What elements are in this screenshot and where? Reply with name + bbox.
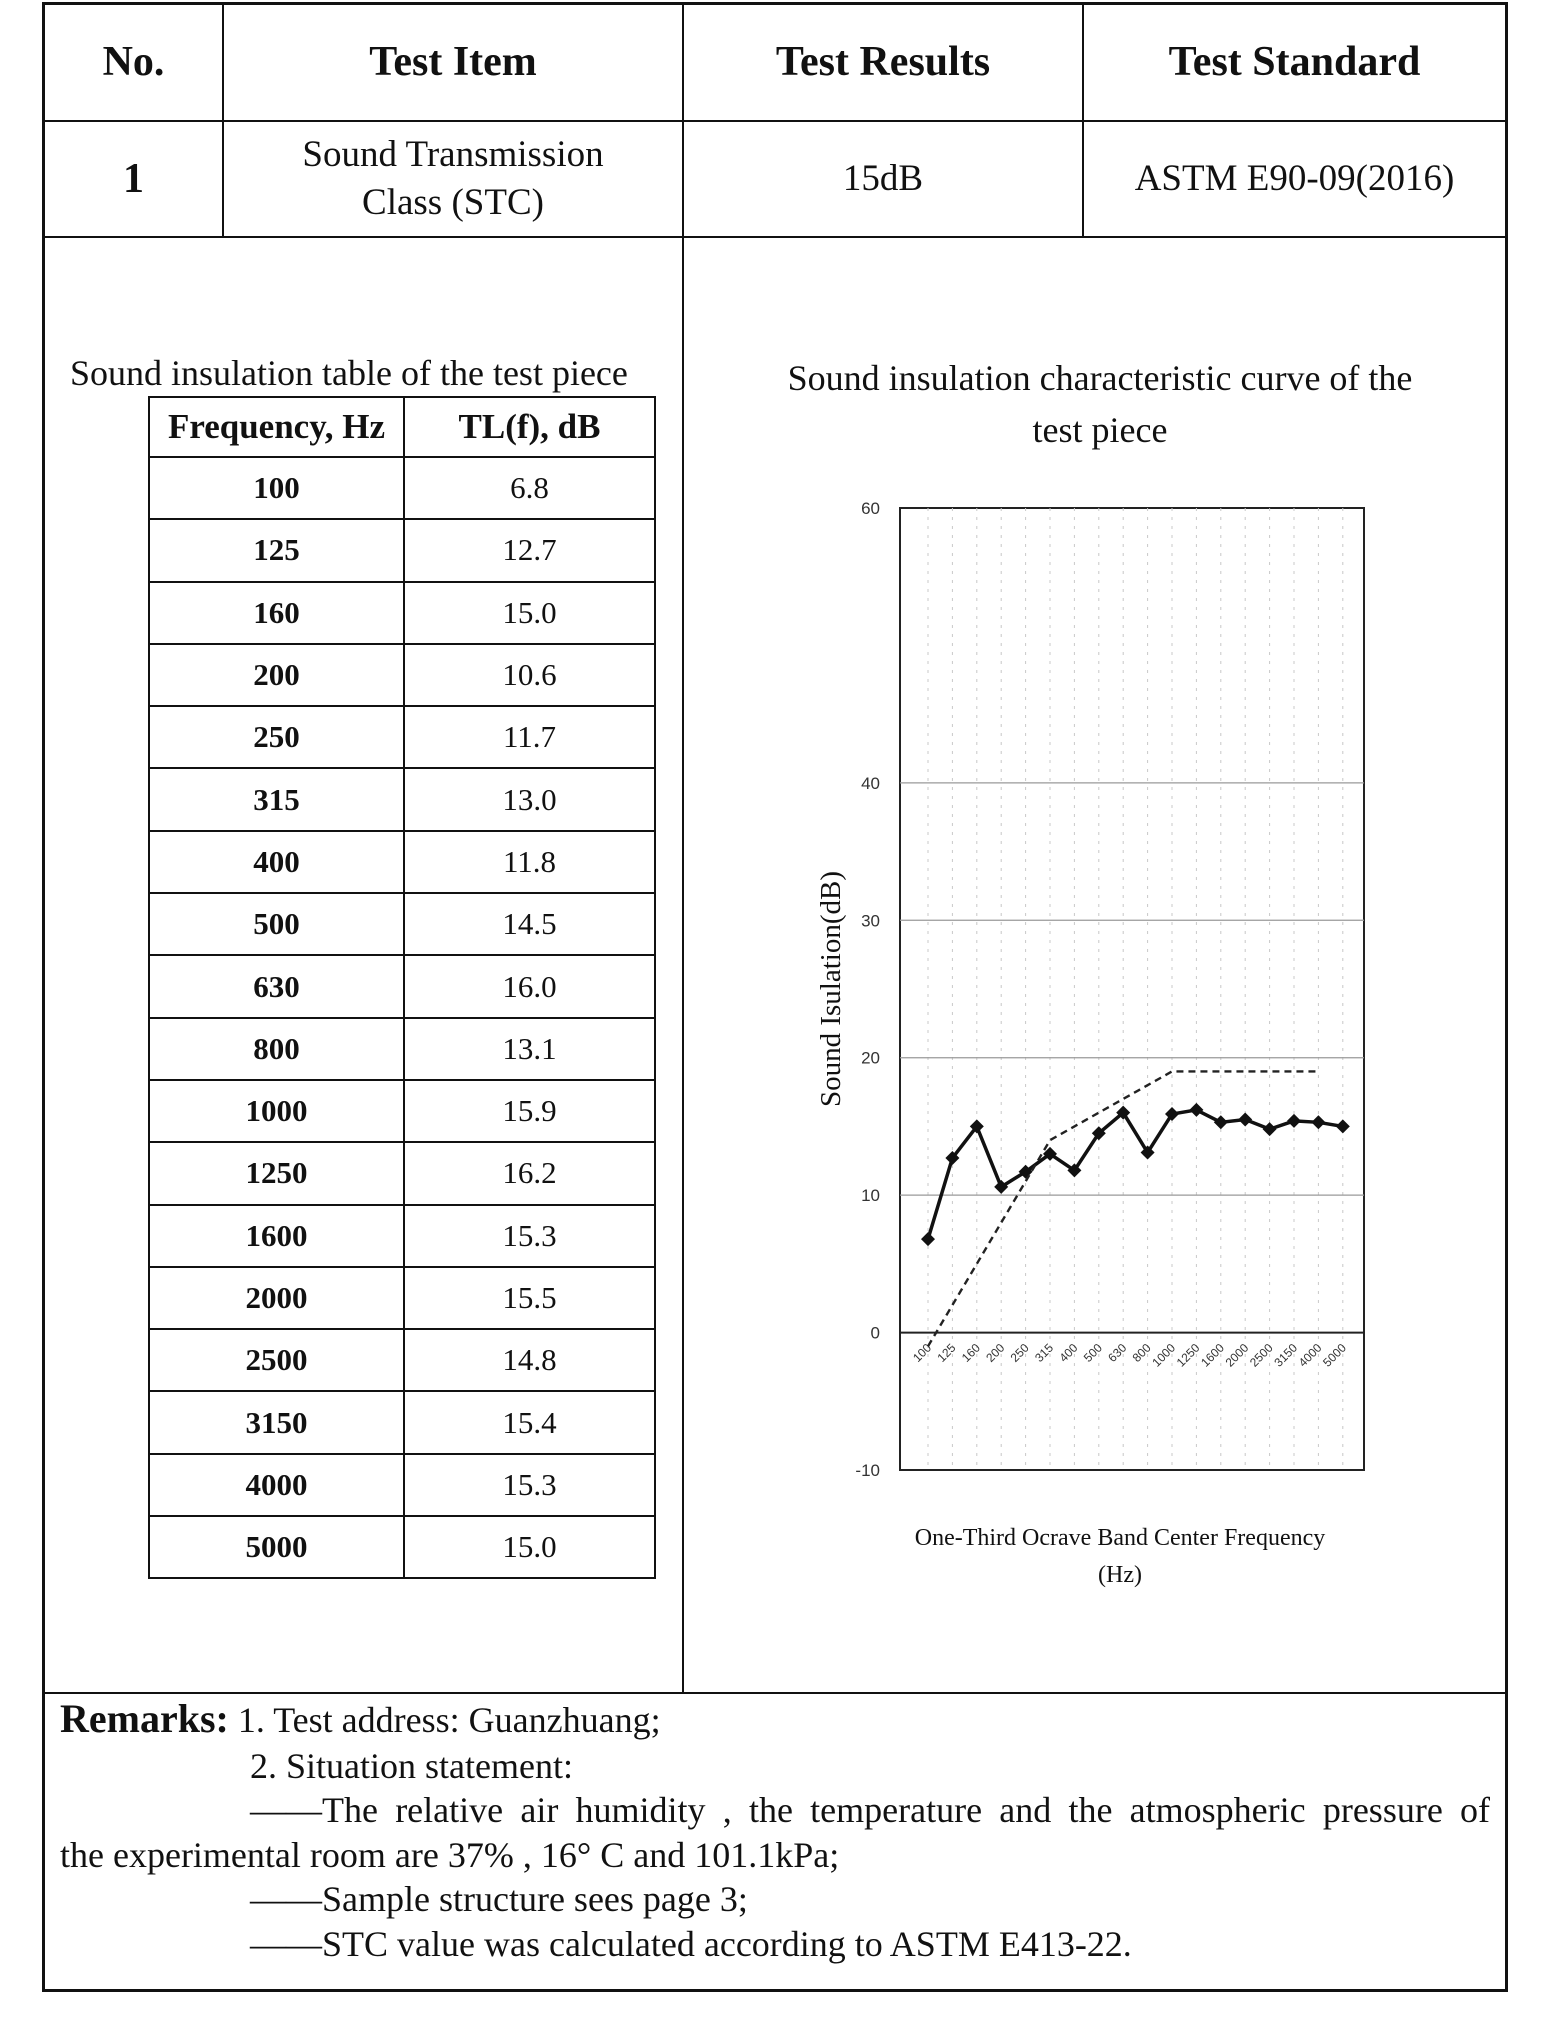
col-frequency: Frequency, Hz — [149, 397, 404, 457]
row-test-item: Sound Transmission Class (STC) — [302, 133, 604, 223]
table-row — [149, 1329, 655, 1391]
x-tick-label: 1000 — [1149, 1340, 1179, 1370]
table-row — [149, 582, 655, 644]
header-test-standard: Test Standard — [1168, 39, 1421, 85]
x-tick-label: 400 — [1056, 1340, 1081, 1365]
y-tick-label: -10 — [855, 1461, 880, 1480]
remarks-line-2: 2. Situation statement: — [250, 1745, 573, 1786]
tl-cell: 16.2 — [404, 1142, 655, 1204]
x-tick-label: 2000 — [1222, 1340, 1252, 1370]
tl-cell: 6.8 — [404, 457, 655, 519]
frequency-cell: 315 — [149, 768, 404, 830]
frequency-cell: 125 — [149, 519, 404, 581]
frequency-cell: 2000 — [149, 1267, 404, 1329]
insulation-table-title: Sound insulation table of the test piece — [70, 353, 628, 393]
frequency-cell: 5000 — [149, 1516, 404, 1578]
table-row — [149, 768, 655, 830]
tl-cell: 11.8 — [404, 831, 655, 893]
table-row — [149, 1516, 655, 1578]
col-tl: TL(f), dB — [404, 397, 655, 457]
frequency-cell: 500 — [149, 893, 404, 955]
data-point — [1189, 1103, 1203, 1117]
data-point — [1287, 1114, 1301, 1128]
data-point — [1311, 1115, 1325, 1129]
tl-cell: 11.7 — [404, 706, 655, 768]
y-tick-label: 0 — [870, 1323, 880, 1343]
data-point — [1214, 1115, 1228, 1129]
y-tick-label: 60 — [861, 499, 880, 518]
table-row — [149, 1267, 655, 1329]
remarks-label: Remarks: — [60, 1696, 229, 1741]
table-row — [149, 1142, 655, 1204]
x-axis-label: One-Third Ocrave Band Center Frequency (Hz) — [914, 1525, 1326, 1589]
table-row — [149, 1080, 655, 1142]
x-tick-label: 1600 — [1198, 1340, 1227, 1370]
frequency-cell: 250 — [149, 706, 404, 768]
x-tick-label: 100 — [910, 1340, 935, 1365]
x-tick-label: 315 — [1032, 1340, 1057, 1365]
remarks-line-3b: the experimental room are 37% , 16° C and 101.1kPa; — [60, 1834, 840, 1875]
tl-cell: 14.8 — [404, 1329, 655, 1391]
tl-cell: 15.4 — [404, 1391, 655, 1453]
frequency-cell: 1600 — [149, 1205, 404, 1267]
table-row — [149, 955, 655, 1017]
table-row — [149, 1454, 655, 1516]
x-tick-label: 2500 — [1246, 1340, 1276, 1370]
tl-cell: 15.0 — [404, 1516, 655, 1578]
frequency-cell: 3150 — [149, 1391, 404, 1453]
row-test-result: 15dB — [842, 157, 924, 199]
table-row — [149, 893, 655, 955]
tl-cell: 10.6 — [404, 644, 655, 706]
table-row — [149, 644, 655, 706]
col-divider-2 — [682, 2, 684, 1694]
tl-cell: 15.5 — [404, 1267, 655, 1329]
tl-cell: 15.3 — [404, 1205, 655, 1267]
table-row — [149, 831, 655, 893]
frequency-cell: 800 — [149, 1018, 404, 1080]
frequency-cell: 400 — [149, 831, 404, 893]
frequency-cell: 160 — [149, 582, 404, 644]
table-row — [149, 519, 655, 581]
table-row — [149, 1018, 655, 1080]
row-test-standard: ASTM E90-09(2016) — [1134, 157, 1455, 199]
y-tick-label: 30 — [861, 911, 880, 931]
tl-cell: 12.7 — [404, 519, 655, 581]
table-row — [149, 1205, 655, 1267]
x-tick-label: 5000 — [1320, 1340, 1349, 1370]
measured-curve-line — [928, 1110, 1343, 1239]
tl-cell: 15.3 — [404, 1454, 655, 1516]
frequency-cell: 4000 — [149, 1454, 404, 1516]
tl-cell: 13.0 — [404, 768, 655, 830]
table-row — [149, 1391, 655, 1453]
frequency-cell: 200 — [149, 644, 404, 706]
y-axis-label: Sound Isulation(dB) — [815, 870, 847, 1108]
data-point — [1238, 1113, 1252, 1127]
insulation-chart — [800, 490, 1400, 1610]
x-tick-label: 800 — [1129, 1340, 1154, 1365]
x-tick-label: 160 — [958, 1340, 983, 1365]
header-no: No. — [102, 39, 165, 85]
remarks-line-5: ——STC value was calculated according to ASTM E413-22. — [250, 1924, 1132, 1965]
frequency-cell: 1000 — [149, 1080, 404, 1142]
tl-cell: 13.1 — [404, 1018, 655, 1080]
y-tick-label: 10 — [861, 1186, 880, 1206]
tl-cell: 15.9 — [404, 1080, 655, 1142]
x-tick-label: 200 — [983, 1340, 1008, 1365]
frequency-cell: 630 — [149, 955, 404, 1017]
x-tick-label: 3150 — [1271, 1340, 1301, 1370]
x-tick-label: 500 — [1080, 1340, 1105, 1365]
y-tick-label: 20 — [861, 1048, 880, 1068]
table-row — [149, 706, 655, 768]
x-tick-label: 125 — [934, 1340, 959, 1365]
x-tick-label: 250 — [1007, 1340, 1032, 1365]
y-tick-label: 40 — [861, 773, 880, 793]
frequency-cell: 2500 — [149, 1329, 404, 1391]
table-row — [149, 457, 655, 519]
x-axis-label-box — [840, 1520, 1400, 1610]
x-tick-label: 630 — [1105, 1340, 1130, 1365]
remarks-line-1: 1. Test address: Guanzhuang; — [237, 1700, 661, 1740]
chart-title: Sound insulation characteristic curve of the test piece — [787, 358, 1413, 451]
frequency-cell: 100 — [149, 457, 404, 519]
remarks-section — [60, 1694, 1490, 1967]
data-point — [1263, 1122, 1277, 1136]
row-no: 1 — [123, 156, 144, 202]
tl-cell: 14.5 — [404, 893, 655, 955]
header-test-item: Test Item — [369, 39, 537, 85]
header-test-results: Test Results — [775, 39, 991, 85]
x-tick-label: 1250 — [1173, 1340, 1203, 1370]
data-point — [921, 1232, 935, 1246]
row-divider — [42, 236, 1508, 238]
remarks-line-4: ——Sample structure sees page 3; — [250, 1879, 748, 1920]
remarks-line-3a: ——The relative air humidity , the temperature and the atmospheric pressure of — [250, 1790, 1490, 1831]
tl-cell: 16.0 — [404, 955, 655, 1017]
data-point — [1336, 1119, 1350, 1133]
insulation-table — [148, 396, 656, 1579]
x-tick-label: 4000 — [1295, 1340, 1325, 1370]
frequency-cell: 1250 — [149, 1142, 404, 1204]
tl-cell: 15.0 — [404, 582, 655, 644]
